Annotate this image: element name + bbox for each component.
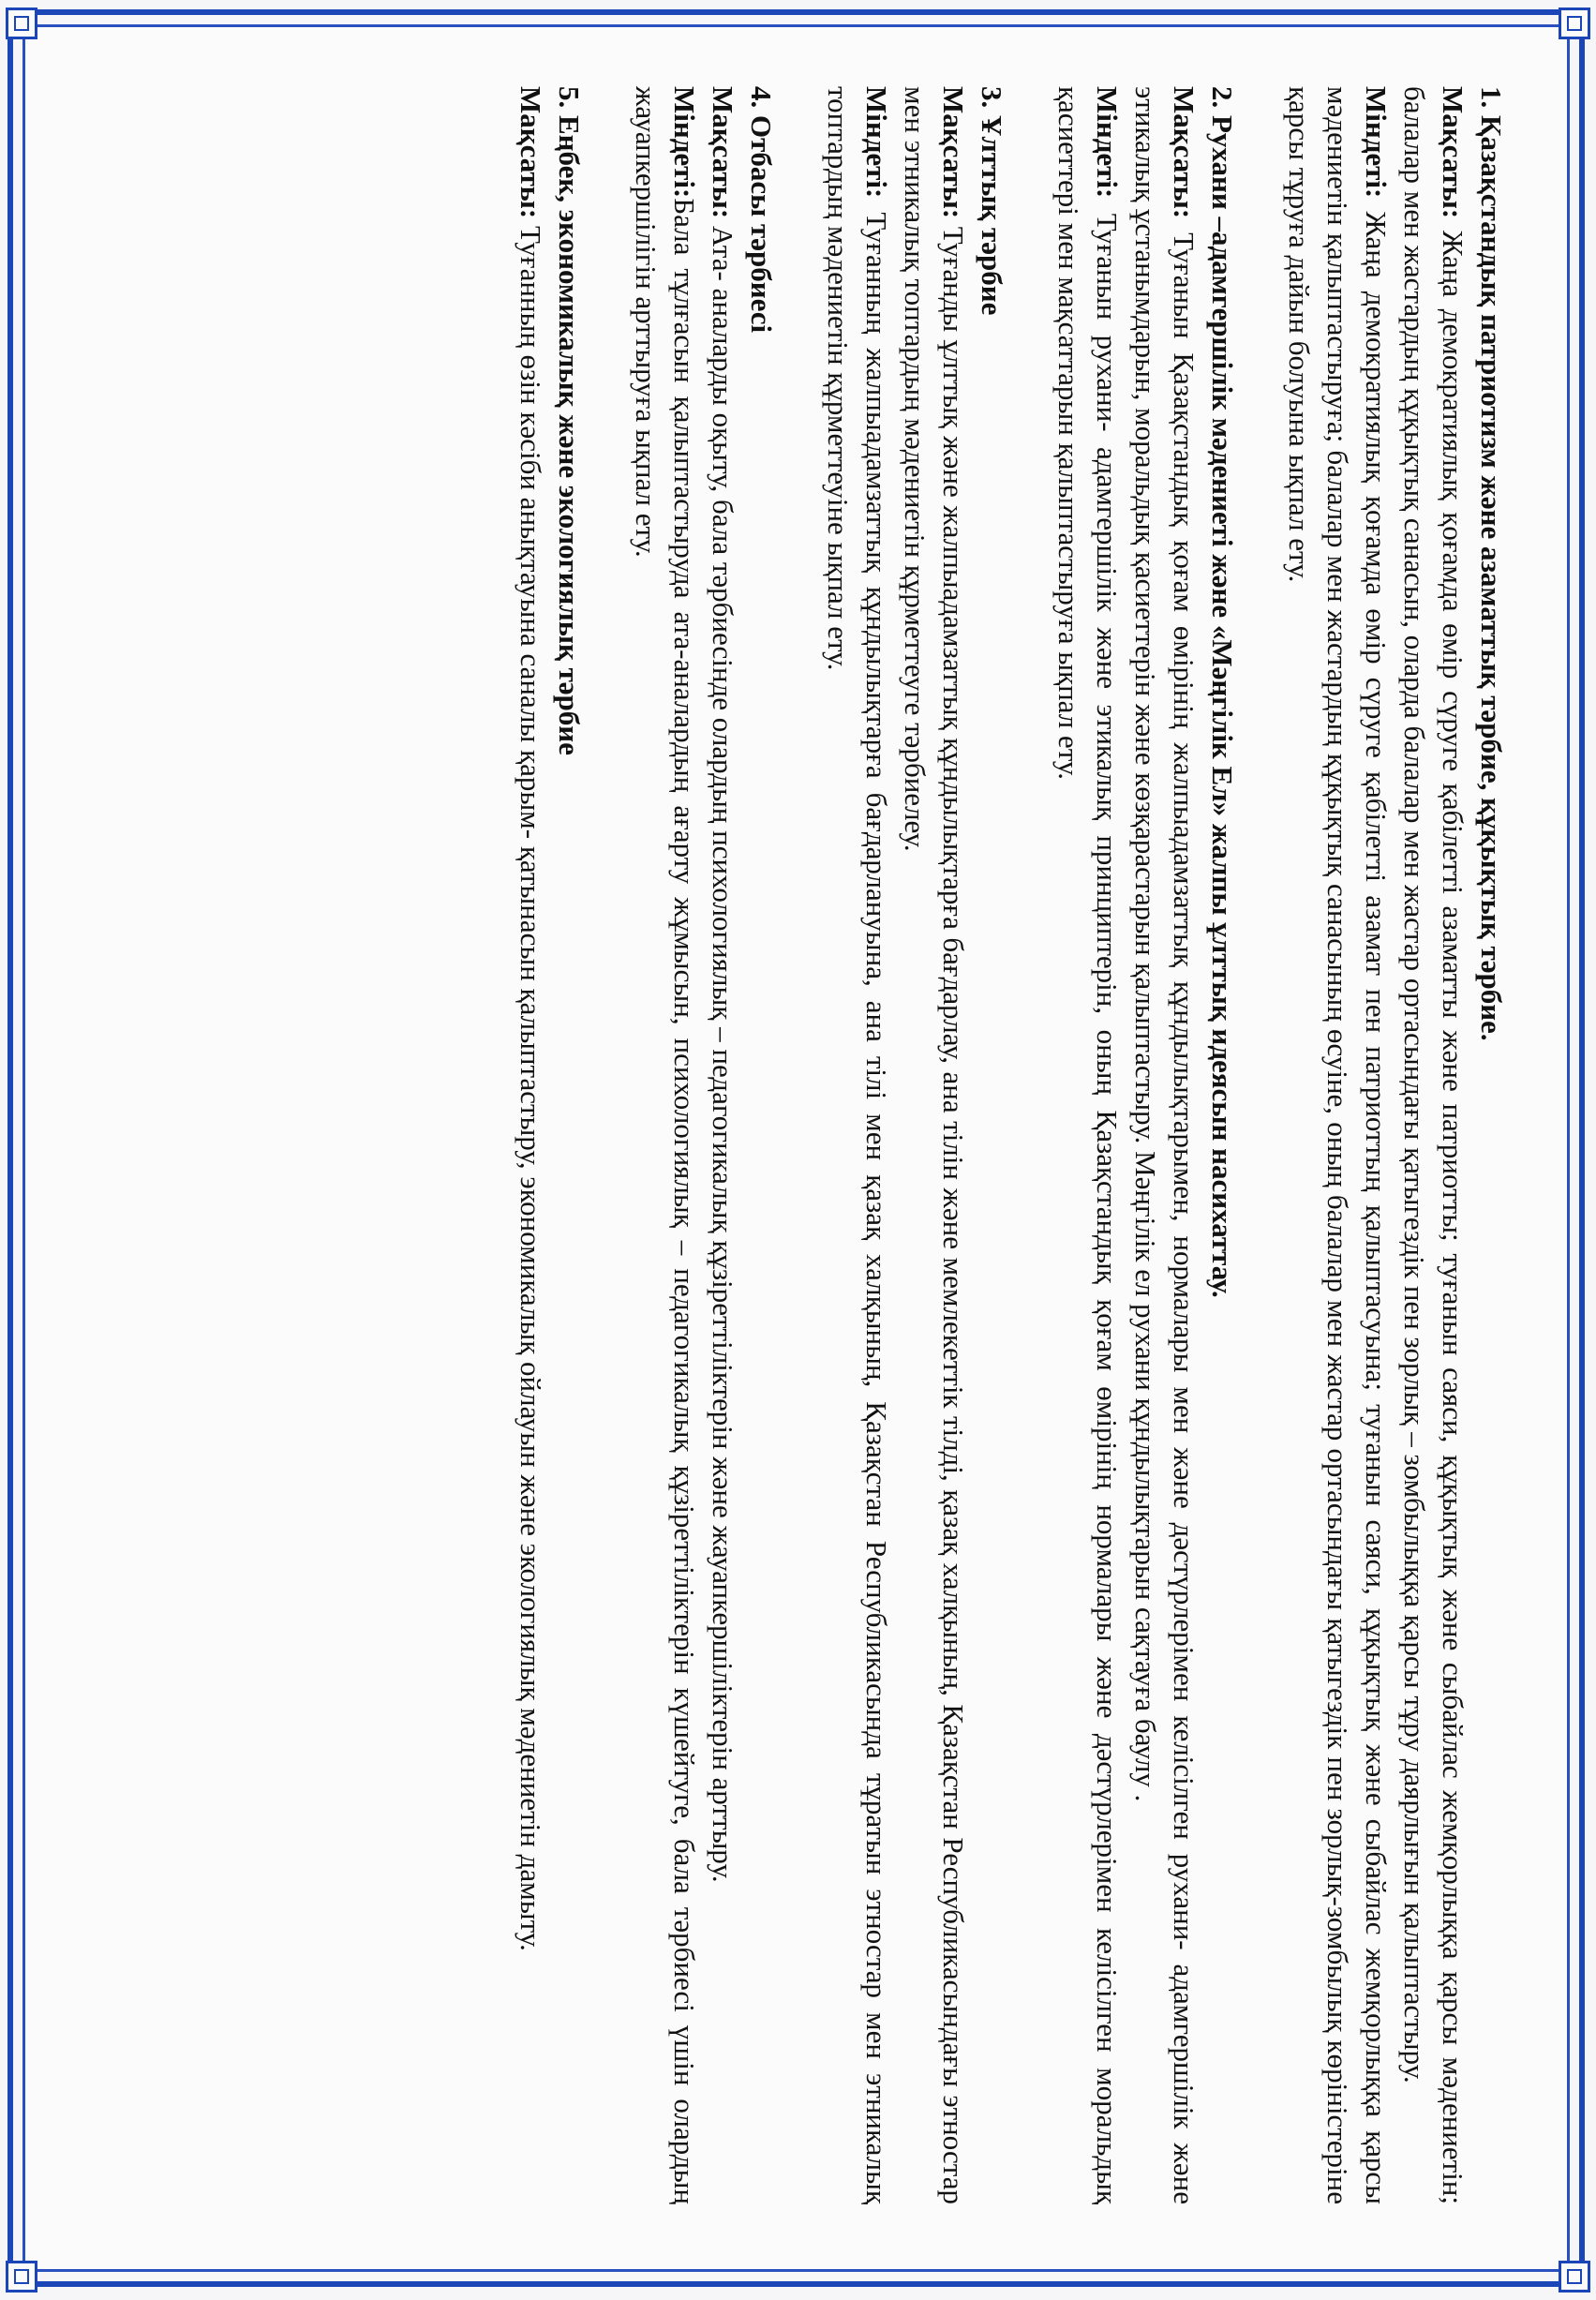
section-goal (1126, 86, 1203, 2204)
section-patriotism (1280, 86, 1511, 2204)
goal-label: Мақсаты: (515, 86, 547, 219)
section-task (1050, 86, 1126, 2204)
task-text: Туғанның жалпыадамзаттық құндылықтарға бағдарлануына, ана тілі мен қазақ халқының, Қазақстан Республикасында тұратын этностар мен этникалық топтардың мәдениетін құрметтеуіне ықпал ету. (822, 86, 893, 2204)
section-family (627, 86, 781, 2204)
goal-text: Туғанның өзін кәсіби анықтауына саналы қарым- қатынасын қалыптастыру, экономикалық ойлауын және экологиялық мәдениетін дамыту. (515, 218, 547, 1951)
task-label: Міндеті: (668, 86, 701, 199)
section-title: 1. Қазақстандық патриотизм және азаматтық тәрбие, құқықтық тәрбие. (1475, 86, 1508, 1041)
goal-label: Мақсаты: (707, 86, 739, 219)
goal-label: Мақсаты: (1168, 86, 1201, 219)
goal-text: Жаңа демократиялық қоғамда өмір сүруге қабілетті азаматты және патриотты; туғанын саяси, құқықтық және сыбайлас жемқорлыққа қарсы мәдениетін; балалар мен жастардың құқықтық санасын, оларда балалар мен жастар ортасындағы қатыгездік пен зорлық – зомбылыққа қарсы тұру даярлығын қалыптастыру. (1398, 86, 1469, 2204)
task-text: Жаңа демократиялық қоғамда өмір сүруге қабілетті азамат пен патриоттың қалыптасуына; туғанын саяси, құқықтық және сыбайлас жемқорлыққа қарсы мәдениетін қалыптастыруға; балалар мен жастардың құқықтық санасының өсуіне, оның балалар мен жастар ортасындағы қатыгездік пен зорлық-зомбылық көріністеріне қарсы тұруға дайын болуына ықпал ету. (1283, 86, 1393, 2204)
section-task (819, 86, 896, 2204)
goal-label: Мақсаты: (1437, 86, 1469, 219)
section-goal (1395, 86, 1472, 2204)
section-task (627, 86, 704, 2204)
task-label: Міндеті: (1091, 86, 1124, 199)
section-goal (512, 86, 550, 2204)
goal-text: Туғанды ұлттық және жалпыадамзаттық құндылықтарға бағдарлау, ана тілін және мемлекеттік тілді, қазақ халқының, Қазақстан Республикасындағы этностар мен этникалық топтардың мәдениетін құрметтеуге тәрбиелеу. (899, 86, 970, 2204)
section-spiritual-moral (1050, 86, 1242, 2204)
task-label: Міндеті: (1360, 86, 1393, 199)
goal-text: Ата- аналарды оқыту, бала тәрбиесінде олардың психологиялық – педагогикалық құзіреттіліктерін және жауапкершіліктерін арттыру. (707, 218, 739, 1883)
corner-ornament (1559, 2261, 1590, 2293)
corner-ornament (6, 7, 37, 39)
corner-ornament (1559, 7, 1590, 39)
section-title: 2. Рухани –адамгершілік мәдениеті және «Мәңгілік Ел» жалпы ұлттық идеясын насихаттау. (1206, 86, 1239, 1298)
section-goal (896, 86, 973, 2204)
section-task (1280, 86, 1395, 2204)
task-label: Міндеті: (860, 86, 893, 199)
goal-text: Туғанын Қазақстандық қоғам өмірінің жалпыадамзаттық құндылықтарымен, нормалары мен және дәстүрлерімен келісілген рухани- адамгершілік және этикалық ұстанымдарын, моральдық қасиеттерін және көзқарастарын қалыптастыру. Мәңгілік ел рухани құндылықтарын сақтауға баулу . (1129, 86, 1201, 2204)
document-body (72, 86, 1511, 2204)
section-labor-economy-ecology (512, 86, 589, 2204)
section-goal (704, 86, 742, 2204)
goal-label: Мақсаты: (937, 86, 970, 219)
section-national (819, 86, 1011, 2204)
section-title: 5. Еңбек, экономикалық және экологиялық тәрбие (553, 86, 586, 755)
task-text: Бала тұлғасын қалыптастыруда ата-аналардың ағарту жұмысын, психологиялық – педагогикалық құзіреттіліктерін күшейтуге, бала тәрбиесі үшін олардың жауапкершілігін арттыруға ықпал ету. (630, 86, 701, 2204)
corner-ornament (6, 2261, 37, 2293)
section-title: 3. Ұлттық тәрбие (976, 86, 1008, 316)
section-title: 4. Отбасы тәрбиесі (745, 86, 778, 334)
task-text: Туғанын рухани- адамгершілік және этикалық принциптерін, оның Қазақстандық қоғам өмірінің нормалары және дәстүрлерімен келісілген моральдық қасиеттері мен мақсаттарын қалыптастыруға ықпал ету. (1052, 86, 1124, 2204)
